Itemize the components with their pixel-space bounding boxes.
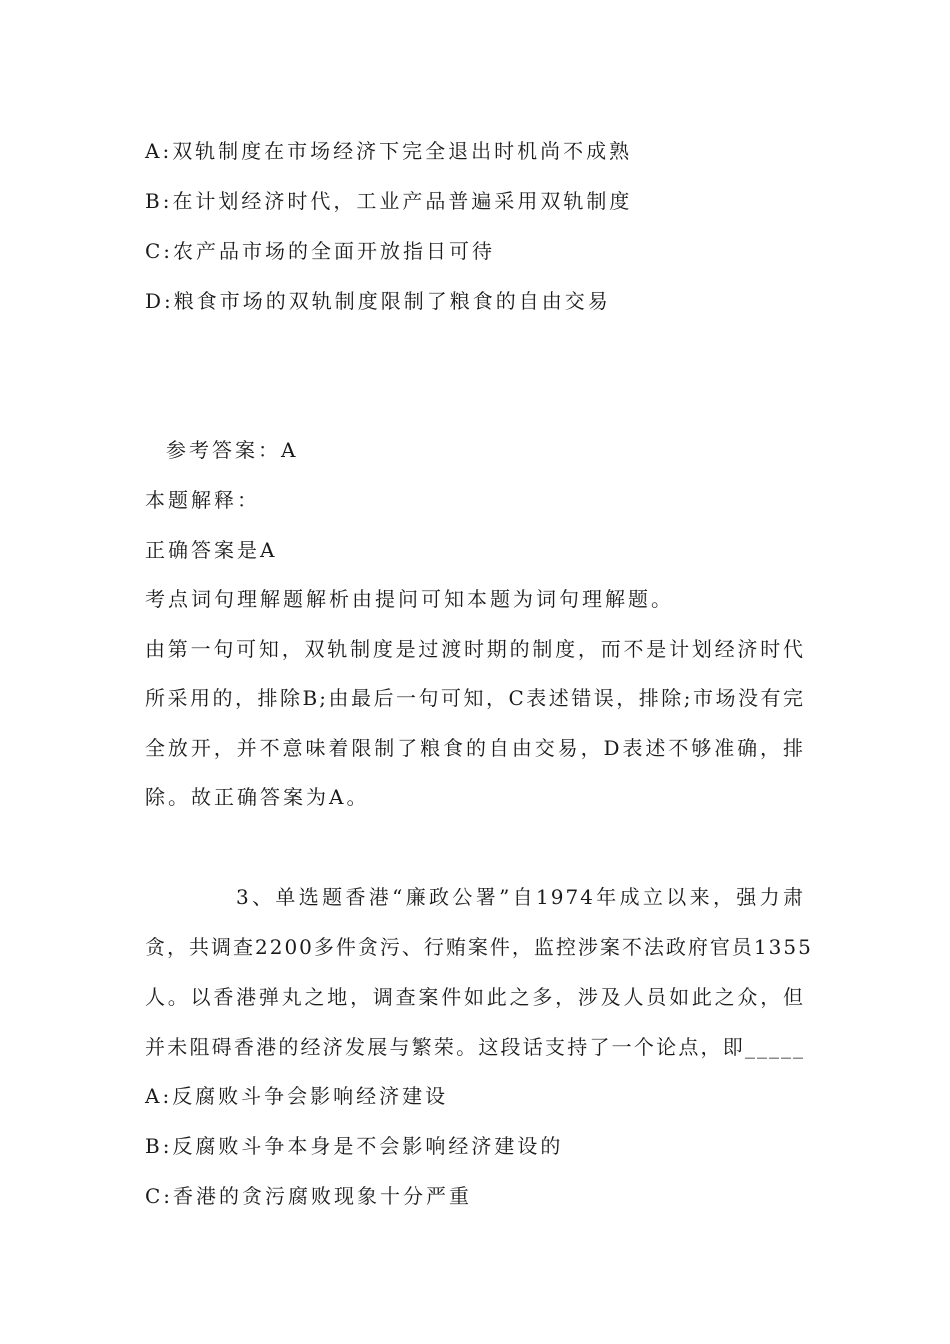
option-text: 反腐败斗争会影响经济建设 [172,1084,449,1108]
analysis-line: 除。故正确答案为A。 [145,785,370,809]
option-text: 在计划经济时代，工业产品普遍采用双轨制度 [172,189,633,213]
option-text: 香港的贪污腐败现象十分严重 [173,1184,473,1208]
question-stem-line: 并未阻碍香港的经济发展与繁荣。这段话支持了一个论点，即_____ [145,1035,805,1059]
reference-answer: 参考答案：A [166,438,299,462]
analysis-line: 全放开，并不意味着限制了粮食的自由交易，D表述不够准确，排 [145,736,805,760]
option-text: 粮食市场的双轨制度限制了粮食的自由交易 [173,289,611,313]
option-letter: D: [145,289,174,313]
option-letter: A: [145,139,173,163]
option-text: 农产品市场的全面开放指日可待 [173,239,496,263]
question-stem-line: 贪，共调查2200多件贪污、行贿案件，监控涉案不法政府官员1355 [145,935,813,959]
option-letter: C: [145,1184,174,1208]
question-stem-line: 3、单选题香港“廉政公署”自1974年成立以来，强力肃 [236,885,805,909]
option-text: 双轨制度在市场经济下完全退出时机尚不成熟 [172,139,633,163]
option-a [145,1084,448,1108]
option-a [145,139,632,163]
option-letter: C: [145,239,174,263]
analysis-line: 所采用的，排除B;由最后一句可知，C表述错误，排除;市场没有完 [145,686,805,710]
explanation-title: 本题解释： [145,488,260,512]
option-letter: A: [145,1084,173,1108]
analysis-line: 由第一句可知，双轨制度是过渡时期的制度，而不是计划经济时代 [145,637,805,661]
option-b [145,189,632,213]
option-c [145,1184,472,1208]
option-letter: B: [145,1134,173,1158]
option-d [145,289,611,313]
option-c [145,239,495,263]
option-text: 反腐败斗争本身是不会影响经济建设的 [172,1134,564,1158]
option-letter: B: [145,189,173,213]
analysis-intro: 考点词句理解题解析由提问可知本题为词句理解题。 [145,587,674,611]
option-b [145,1134,563,1158]
question-stem-line: 人。以香港弹丸之地，调查案件如此之多，涉及人员如此之众，但 [145,985,805,1009]
correct-answer: 正确答案是A [145,538,278,562]
